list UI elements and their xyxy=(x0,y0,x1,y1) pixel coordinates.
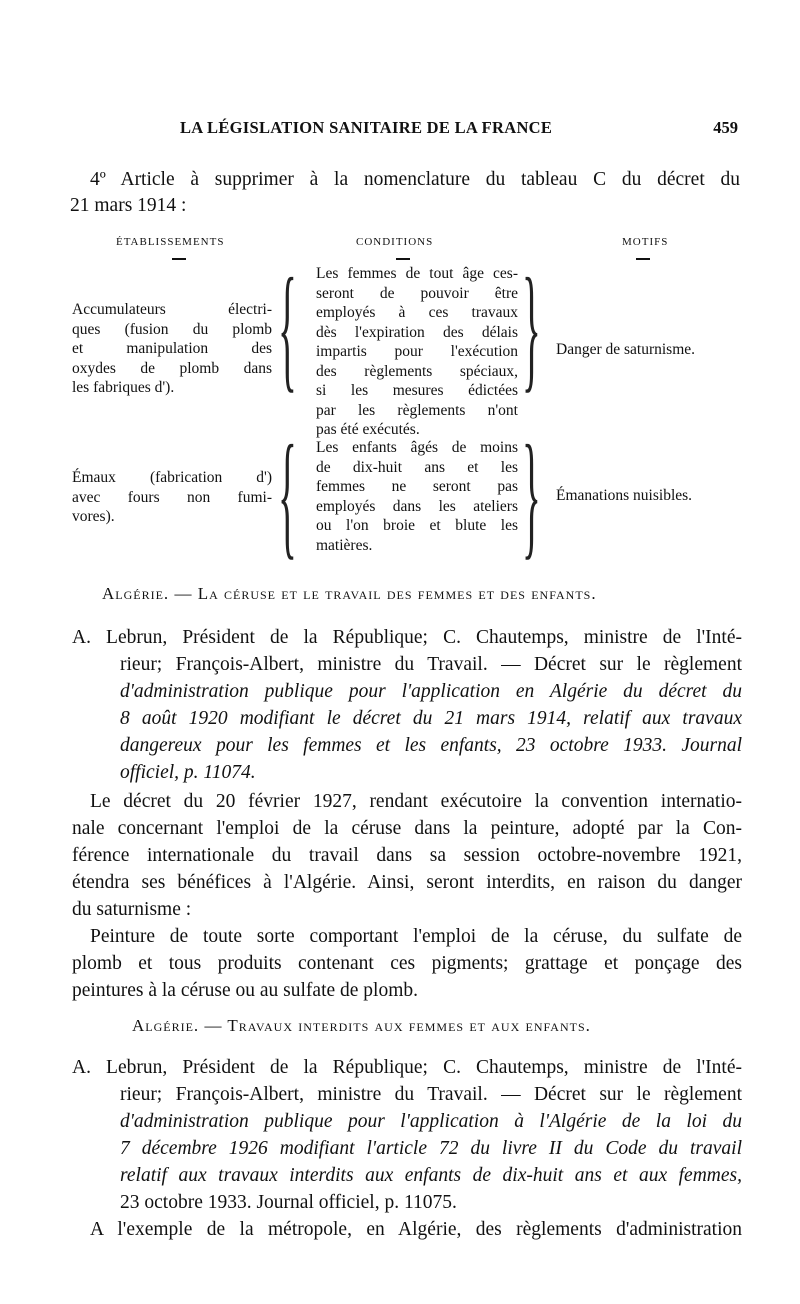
column-header-motifs: MOTIFS xyxy=(622,236,669,248)
table-row-1-motif: Danger de saturnisme. xyxy=(556,341,696,358)
right-brace: } xyxy=(522,250,541,405)
running-title: LA LÉGISLATION SANITAIRE DE LA FRANCE xyxy=(180,118,553,137)
column-header-establishments: ÉTABLISSEMENTS xyxy=(116,236,225,248)
header-dash xyxy=(636,258,650,260)
right-brace: } xyxy=(522,417,541,572)
table-row-2-conditions: Les enfants âgés de moins de dix-huit ans et les femmes ne seront pas employés dans les ateliers ou l'on broie et blute les matières. xyxy=(316,439,518,554)
header-dash xyxy=(172,258,186,260)
decree-citation-2: A. Lebrun, Président de la République; C. Chautemps, ministre de l'Inté- rieur; François-Albert, ministre du Travail. — Décret sur le règlement d'administration publique pour l'application à l'Algérie de la loi du 7 décembre 1926 modifiant l'article 72 du livre II du Code du travail relatif aux travaux interdits aux enfants de dix-huit ans et aux femmes, 23 octobre 1933. Journal officiel, p. 11075. xyxy=(72,1057,742,1213)
table-row-1-establishment: Accumulateurs électri- ques (fusion du plomb et manipulation des oxydes de plomb dans les fabriques d'). xyxy=(72,301,272,396)
intro-line-1: 4º Article à supprimer à la nomenclature du tableau C du décret du xyxy=(90,169,740,190)
header-dash xyxy=(396,258,410,260)
section-title-ceruse: Algérie. — La céruse et le travail des femmes et des enfants. xyxy=(102,584,597,603)
decree-citation-1: A. Lebrun, Président de la République; C. Chautemps, ministre de l'Inté- rieur; François-Albert, ministre du Travail. — Décret sur le règlement d'administration publique pour l'application en Algérie du décret du 8 août 1920 modifiant le décret du 21 mars 1914, relatif aux travaux dangereux pour les femmes et les enfants, 23 octobre 1933. Journal officiel, p. 11074. xyxy=(72,627,742,783)
table-row-2-establishment: Émaux (fabrication d') avec fours non fumi- vores). xyxy=(72,469,272,525)
left-brace: { xyxy=(278,250,297,405)
paragraph-ceruse: Le décret du 20 février 1927, rendant exécutoire la convention internatio- nale concernant l'emploi de la céruse dans la peinture, adopté par la Con- férence internationale du travail dans sa session octobre-novembre 1921, étendra ses bénéfices à l'Algérie. Ainsi, seront interdits, en raison du danger du saturnisme : Peinture de toute sorte comportant l'emploi de la céruse, du sulfate de plomb et tous produits contenant ces pigments; grattage et ponçage des peintures à la céruse ou au sulfate de plomb. xyxy=(72,791,742,1001)
paragraph-algerie-reglements: A l'exemple de la métropole, en Algérie, des règlements d'administration xyxy=(90,1219,742,1240)
table-row-1-conditions: Les femmes de tout âge ces- seront de pouvoir être employés à ces travaux dès l'expiration des délais impartis pour l'exécution des règlements spéciaux, si les mesures édictées par les règlements n'ont pas été exécutés. xyxy=(316,265,518,438)
left-brace: { xyxy=(278,417,297,572)
page-number: 459 xyxy=(713,118,738,137)
column-header-conditions: CONDITIONS xyxy=(356,236,434,248)
section-title-travaux-interdits: Algérie. — Travaux interdits aux femmes et aux enfants. xyxy=(132,1016,591,1035)
intro-line-2: 21 mars 1914 : xyxy=(70,195,187,216)
table-row-2-motif: Émanations nuisibles. xyxy=(556,487,693,504)
